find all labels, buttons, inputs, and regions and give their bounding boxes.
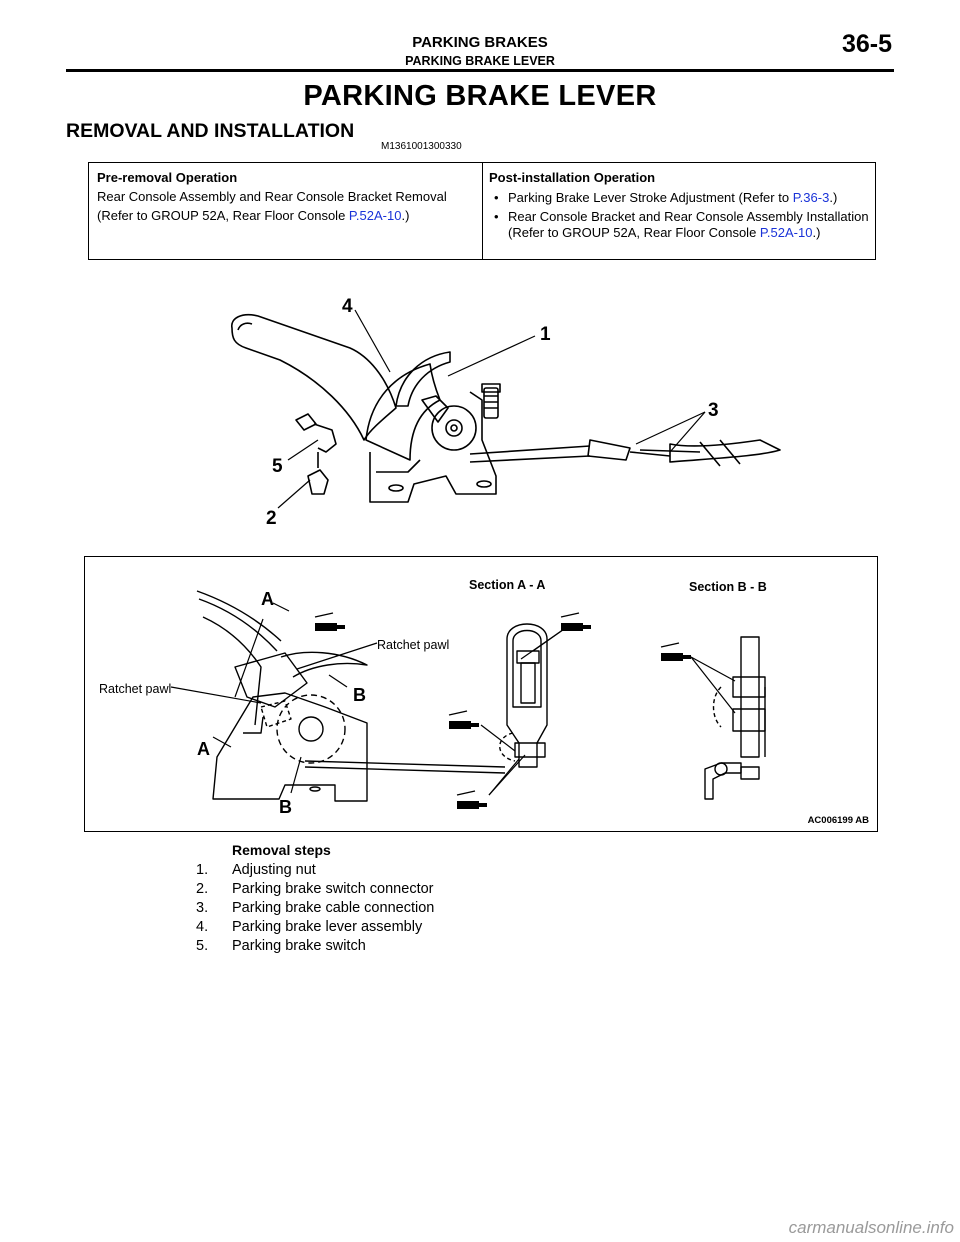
list-item: 2. Parking brake switch connector (196, 881, 434, 897)
table-divider (482, 163, 483, 259)
pre-removal-cell (97, 168, 477, 225)
section-b-marker: B (279, 797, 292, 817)
section-aa-label: Section A - A (469, 578, 546, 592)
figure-code: AC006199 AB (807, 815, 869, 826)
operations-table (88, 162, 876, 260)
callout-5: 5 (272, 456, 283, 477)
ratchet-pawl-label: Ratchet pawl (99, 682, 172, 696)
post-installation-item: • Parking Brake Lever Stroke Adjustment (Refer to P.36-3.) (489, 190, 869, 206)
header-rule (66, 69, 894, 72)
page-number: 36-5 (841, 30, 892, 58)
removal-steps-list (196, 861, 434, 956)
lever-exploded-illustration (200, 280, 800, 530)
post-installation-link[interactable]: P.36-3 (792, 190, 830, 205)
list-item: 3. Parking brake cable connection (196, 900, 435, 916)
list-item: 5. Parking brake switch (196, 938, 366, 954)
header-section-title: PARKING BRAKES (412, 34, 548, 51)
pre-removal-heading: Pre-removal Operation (97, 170, 238, 185)
section-title: REMOVAL AND INSTALLATION (66, 120, 355, 142)
list-item: 1. Adjusting nut (196, 862, 316, 878)
section-bb-label: Section B - B (689, 580, 767, 594)
detail-figure-box (84, 556, 878, 832)
callout-3: 3 (708, 400, 719, 421)
removal-steps-title: Removal steps (232, 842, 331, 858)
section-a-marker: A (197, 739, 210, 759)
document-code: M1361001300330 (381, 141, 462, 152)
callout-4: 4 (342, 296, 353, 317)
section-a-marker: A (261, 589, 274, 609)
pre-removal-text: Rear Console Assembly and Rear Console Bracket Removal (Refer to GROUP 52A, Rear Floor Console P.52A-10.) (97, 189, 447, 223)
header-subsection-title: PARKING BRAKE LEVER (405, 54, 555, 68)
page-title: PARKING BRAKE LEVER (303, 80, 657, 112)
post-installation-item: • Rear Console Bracket and Rear Console Assembly Installation (Refer to GROUP 52A, Rear Floor Console P.52A-10.) (489, 209, 869, 241)
callout-2: 2 (266, 508, 277, 529)
list-item: 4. Parking brake lever assembly (196, 919, 423, 935)
pre-removal-link[interactable]: P.52A-10 (348, 208, 402, 223)
post-installation-link[interactable]: P.52A-10 (759, 225, 813, 240)
ratchet-pawl-label: Ratchet pawl (377, 638, 450, 652)
post-installation-cell (489, 168, 869, 241)
section-views-illustration (85, 557, 877, 831)
callout-1: 1 (540, 324, 551, 345)
watermark: carmanualsonline.info (788, 1218, 954, 1237)
section-b-marker: B (353, 685, 366, 705)
post-installation-heading: Post-installation Operation (489, 170, 656, 185)
